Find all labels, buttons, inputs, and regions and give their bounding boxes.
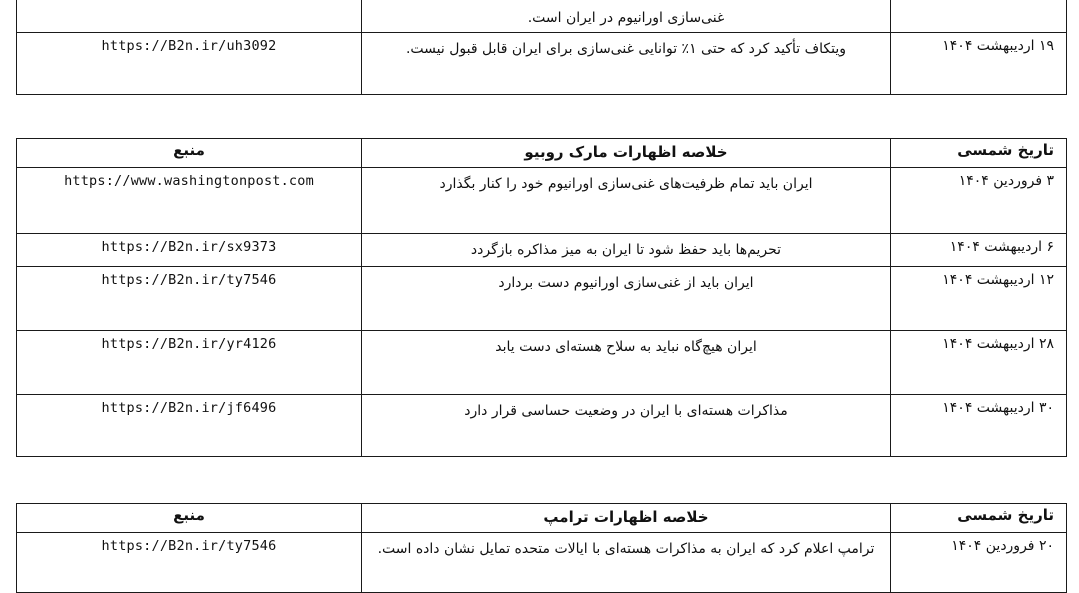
date-cell: ۲۰ فروردین ۱۴۰۴	[891, 533, 1067, 593]
source-link[interactable]: https://B2n.ir/ty7546	[101, 538, 277, 554]
source-link[interactable]: https://B2n.ir/jf6496	[101, 400, 277, 416]
date-cell: ۱۲ اردیبهشت ۱۴۰۴	[891, 267, 1067, 331]
date-cell	[891, 0, 1067, 33]
header-source: منبع	[17, 504, 362, 533]
table-row	[17, 533, 1067, 593]
table-row	[17, 33, 1067, 95]
header-date: تاریخ شمسی	[891, 139, 1067, 168]
source-cell	[17, 168, 362, 234]
source-cell	[17, 533, 362, 593]
table-row	[17, 331, 1067, 395]
summary-cell: ویتکاف تأکید کرد که حتی ۱٪ توانایی غنی‌سازی برای ایران قابل قبول نیست.	[362, 33, 891, 95]
source-cell	[17, 234, 362, 267]
date-cell: ۱۹ اردیبهشت ۱۴۰۴	[891, 33, 1067, 95]
witkoff-statements-table	[16, 0, 1067, 95]
source-cell	[17, 395, 362, 457]
source-link[interactable]: https://B2n.ir/sx9373	[101, 239, 277, 255]
summary-cell: تحریم‌ها باید حفظ شود تا ایران به میز مذاکره بازگردد	[362, 234, 891, 267]
summary-cell: ایران باید تمام ظرفیت‌های غنی‌سازی اورانیوم خود را کنار بگذارد	[362, 168, 891, 234]
date-cell: ۶ اردیبهشت ۱۴۰۴	[891, 234, 1067, 267]
table-header-row	[17, 504, 1067, 533]
source-cell	[17, 0, 362, 33]
source-link[interactable]: https://www.washingtonpost.com	[64, 173, 314, 189]
source-link[interactable]: https://B2n.ir/uh3092	[101, 38, 277, 54]
header-date: تاریخ شمسی	[891, 504, 1067, 533]
header-summary: خلاصه اظهارات مارک روبیو	[362, 139, 891, 168]
header-source: منبع	[17, 139, 362, 168]
header-summary: خلاصه اظهارات ترامپ	[362, 504, 891, 533]
source-cell	[17, 33, 362, 95]
rubio-statements-table	[16, 138, 1067, 457]
date-cell: ۳ فروردین ۱۴۰۴	[891, 168, 1067, 234]
table-row	[17, 168, 1067, 234]
summary-cell: ایران هیچ‌گاه نباید به سلاح هسته‌ای دست یابد	[362, 331, 891, 395]
source-cell	[17, 267, 362, 331]
table-row	[17, 234, 1067, 267]
source-cell	[17, 331, 362, 395]
summary-cell: ایران باید از غنی‌سازی اورانیوم دست بردارد	[362, 267, 891, 331]
table-row	[17, 267, 1067, 331]
table-header-row	[17, 139, 1067, 168]
source-link[interactable]: https://B2n.ir/yr4126	[101, 336, 277, 352]
table-row	[17, 395, 1067, 457]
date-cell: ۳۰ اردیبهشت ۱۴۰۴	[891, 395, 1067, 457]
table-row	[17, 0, 1067, 33]
summary-cell: ترامپ اعلام کرد که ایران به مذاکرات هسته‌ای با ایالات متحده تمایل نشان داده است.	[362, 533, 891, 593]
summary-cell: غنی‌سازی اورانیوم در ایران است.	[362, 0, 891, 33]
date-cell: ۲۸ اردیبهشت ۱۴۰۴	[891, 331, 1067, 395]
summary-cell: مذاکرات هسته‌ای با ایران در وضعیت حساسی قرار دارد	[362, 395, 891, 457]
source-link[interactable]: https://B2n.ir/ty7546	[101, 272, 277, 288]
